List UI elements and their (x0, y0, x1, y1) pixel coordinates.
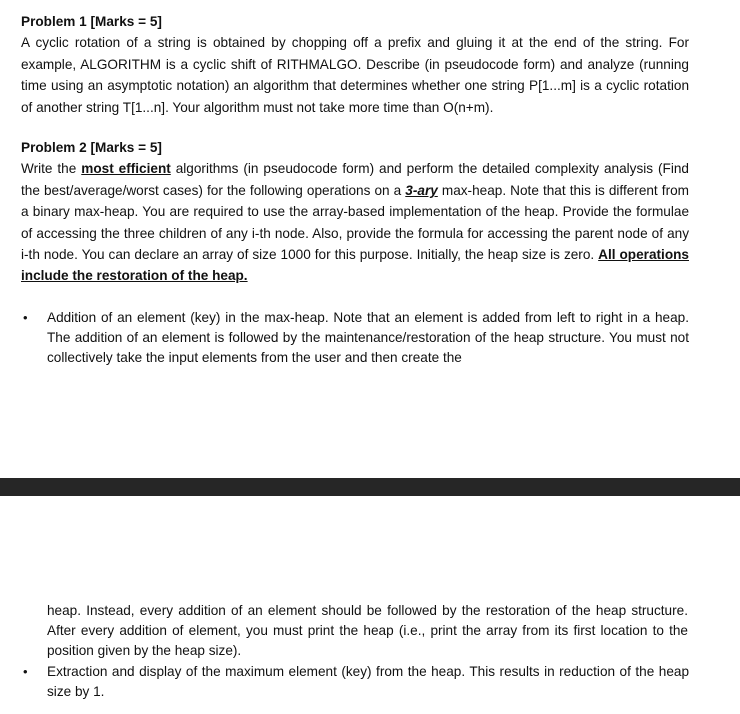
problem2-text-part3: max-heap. Note that this is different from a binary max-heap. You are required to use the array-based implementation of the heap. Provide the formulae of accessing the three children of any i-th node. Also, provide the formula for accessing the parent node of any i-th node. You can declare an array of size 1000 for this purpose. Initially, the heap size is zero. (21, 182, 689, 263)
problem2-text-part1: Write the (21, 161, 82, 177)
list-item (21, 662, 689, 702)
bullet1-continuation: heap. Instead, every addition of an element should be followed by the restoration of the heap structure. After every addition of element, you must print the heap (i.e., print the array from its first location to the position given by the heap size). (47, 603, 688, 658)
three-ary-emphasis: 3-ary (405, 182, 438, 198)
problem2-text-part2: algorithms (in pseudocode form) and perform the detailed complexity analysis (Find the best/average/worst cases) for the following operations on a (21, 161, 689, 198)
all-operations-emphasis: All operations include the restoration of the heap. (21, 247, 689, 284)
list-item (21, 308, 689, 368)
problem2-heading: Problem 2 [Marks = 5] (21, 140, 162, 155)
bullet-icon: • (23, 310, 28, 325)
bullet1-text-part1: Addition of an element (key) in the max-heap. Note that an element is added from left to right in a heap. The addition of an element is followed by the maintenance/restoration of the heap structure. You must not collectively take the input elements from the user and then create the (47, 310, 689, 365)
bullet2-text: Extraction and display of the maximum element (key) from the heap. This results in reduction of the heap size by 1. (47, 664, 689, 699)
most-efficient-emphasis: most efficient (81, 161, 171, 177)
problem2-section (21, 137, 689, 287)
operations-list-top (21, 308, 689, 368)
problem1-heading: Problem 1 [Marks = 5] (21, 14, 162, 29)
problem2-text (21, 158, 689, 286)
problem1-text: A cyclic rotation of a string is obtained by chopping off a prefix and gluing it at the end of the string. For example, ALGORITHM is a cyclic shift of RITHMALGO. Describe (in pseudocode form) and analyze (running time using an asymptotic notation) an algorithm that determines whether one string P[1...m] is a cyclic rotation of another string T[1...n]. Your algorithm must not take more time than O(n+m). (21, 35, 689, 115)
problem1-section (21, 11, 689, 118)
operations-list-bottom (21, 662, 689, 702)
bullet-icon: • (23, 664, 28, 679)
page-break-band (0, 478, 740, 496)
